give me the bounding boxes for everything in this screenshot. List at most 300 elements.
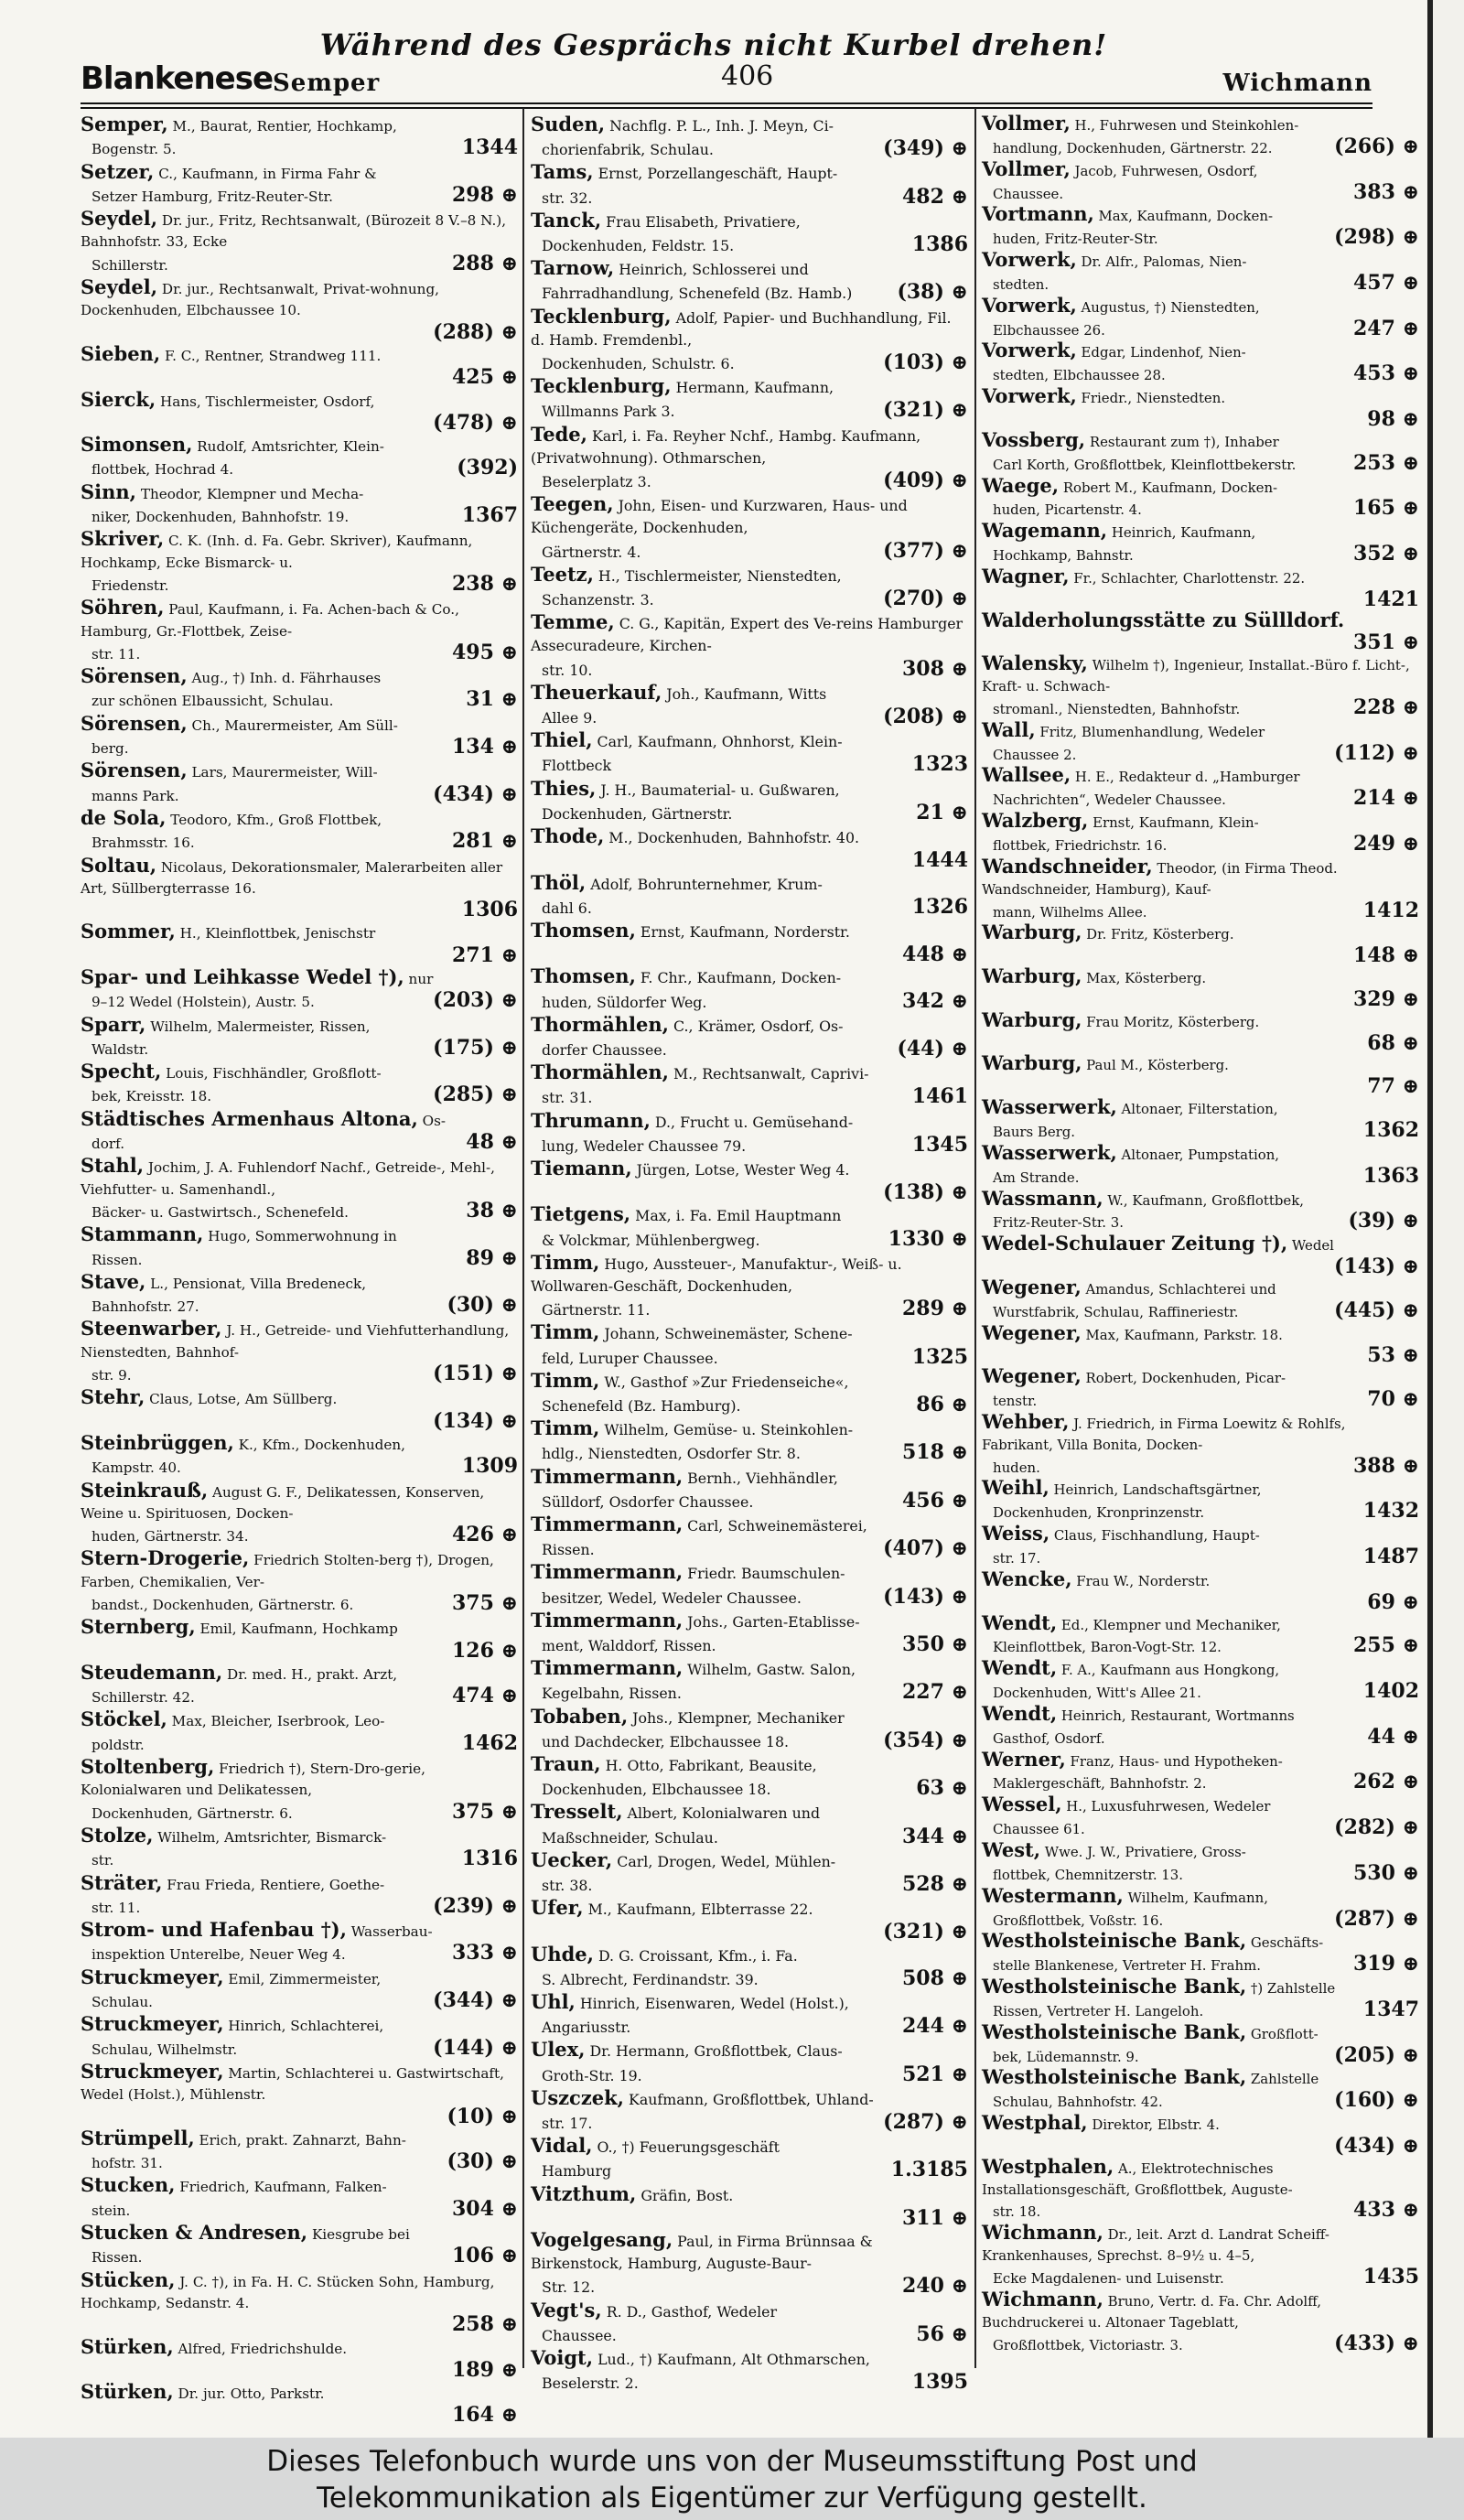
directory-entry [531,1513,968,1561]
entry-name-line: Stehr, Claus, Lotse, Am Süllberg. [81,1385,338,1409]
entry-detail-row [531,1967,968,1991]
entry-name: Tede, [531,422,587,446]
entry-detail-row [531,469,968,493]
entry-detail-row [81,1084,518,1107]
phone-number: (143) ⊕ [1334,1255,1419,1279]
phone-number: 38 ⊕ [466,1198,518,1222]
phone-number: 333 ⊕ [451,1941,518,1965]
entry-address: hofstr. 31. [92,2155,163,2172]
phone-number: 448 ⊕ [901,942,968,967]
entry-detail-row [81,319,518,344]
directory-entry [982,1478,1419,1524]
header-rule-double [81,107,1372,109]
entry-name-line: Steinkrauß, August G. F., Delikatessen, Konserven, Weine u. Spirituosen, Docken- [81,1478,485,1522]
phone-number: 255 ⊕ [1352,1633,1419,1658]
entry-name-line: Wehber, J. Friedrich, in Firma Loewitz & Rohlfs, Fabrikant, Villa Bonita, Docken- [982,1409,1346,1453]
phone-number: (10) ⊕ [447,2104,518,2128]
phone-number: 214 ⊕ [1352,786,1419,811]
directory-entry [982,1610,1419,1659]
entry-detail-row [531,2063,968,2087]
entry-address: str. [92,1852,114,1869]
entry-address: Schulau. [92,1994,153,2011]
entry-name-line: Tanck, Frau Elisabeth, Privatiere, [531,208,801,232]
phone-number: 521 ⊕ [901,2062,968,2086]
entry-detail-row [531,1134,968,1158]
phone-number: 482 ⊕ [901,184,968,209]
entry-name-line: Wichmann, Bruno, Vertr. d. Fa. Chr. Adolff, Buchdruckerei u. Altonaer Tageblatt, [982,2287,1321,2331]
entry-address: str. 38. [542,1877,593,1895]
phone-number: 1461 [911,1084,968,1109]
entry-name-line: Tecklenburg, Adolf, Papier- und Buchhandlung, Fil. d. Hamb. Fremdenbl., [531,304,952,349]
entry-address: Dockenhuden, Gärtnerstr. 6. [92,1804,293,1822]
entry-detail-row [531,753,968,777]
entry-name-line: West, Wwe. J. W., Privatiere, Gross- [982,1837,1246,1861]
entry-name: Vorwerk, [982,293,1077,317]
entry-name: Weihl, [982,1476,1050,1500]
directory-entry [81,1825,518,1872]
entry-detail-row [982,1345,1419,1366]
entry-detail-row [982,227,1419,250]
directory-entry [531,778,968,825]
entry-address: stromanl., Nienstedten, Bahnhofstr. [993,700,1241,717]
entry-name-line: Vossberg, Restaurant zum †), Inhaber [982,427,1279,451]
entry-address: lung, Wedeler Chaussee 79. [542,1136,747,1155]
entry-detail-row [81,990,518,1013]
entry-name-line: Wegener, Max, Kaufmann, Parkstr. 18. [982,1320,1283,1344]
entry-name: Timmermann, [531,1608,684,1632]
entry-address: Chaussee. [993,185,1064,202]
entry-name: Tanck, [531,208,602,232]
entry-name: Timmermann, [531,1656,684,1680]
entry-name-line: Thomsen, Ernst, Kaufmann, Norderstr. [531,918,850,942]
entry-name: Wandschneider, [982,854,1153,878]
entry-name: Stucken, [81,2173,176,2197]
entry-detail-row [982,136,1419,159]
directory-entry [982,2223,1419,2289]
directory-entry [982,1186,1419,1234]
entry-name-line: Voigt, Lud., †) Kaufmann, Alt Othmarschen, [531,2346,870,2370]
entry-detail-row [531,1298,968,1321]
entry-detail-row [531,990,968,1014]
entry-name: Stürken, [81,2380,174,2404]
directory-entry [531,965,968,1013]
entry-address: Kegelbahn, Rissen. [542,1685,682,1703]
entry-name: Teegen, [531,492,614,516]
entry-detail-row [531,849,968,871]
phone-number: 457 ⊕ [1352,270,1419,295]
phone-number: 304 ⊕ [451,2196,518,2221]
directory-entry [531,1657,968,1705]
phone-number: 375 ⊕ [451,1591,518,1615]
column-1 [81,113,518,2427]
entry-address: manns Park. [92,787,179,804]
entry-address: Flottbeck [542,757,612,775]
entry-detail-row [982,2200,1419,2223]
entry-address: und Dachdecker, Elbchaussee 18. [542,1732,790,1750]
entry-name-line: Simonsen, Rudolf, Amtsrichter, Klein- [81,433,384,457]
entry-name: Städtisches Armenhaus Altona, [81,1106,418,1130]
phone-number: (30) ⊕ [447,1293,518,1318]
entry-name: Seydel, [81,207,158,231]
directory-entry [81,389,518,435]
entry-name: Uhde, [531,1942,594,1965]
directory-entry [982,1569,1419,1613]
phone-number: 319 ⊕ [1352,1952,1419,1976]
entry-name-line: Timm, Wilhelm, Gemüse- u. Steinkohlen- [531,1416,854,1440]
entry-address: Maßschneider, Schulau. [542,1828,718,1847]
phone-number: 262 ⊕ [1352,1770,1419,1794]
entry-detail-row [531,705,968,729]
phone-number: 21 ⊕ [916,800,968,824]
entry-detail-row [982,1163,1419,1189]
provenance-note [0,2438,1464,2516]
directory-entry [982,610,1419,654]
directory-entry [81,208,518,276]
entry-name: Wendt, [982,1656,1058,1680]
phone-number: 86 ⊕ [916,1392,968,1416]
provenance-line-1: Dieses Telefonbuch wurde uns von der Museumsstiftung Post und [266,2445,1198,2478]
phone-number: (205) ⊕ [1334,2042,1419,2067]
entry-name-line: Warburg, Dr. Fritz, Kösterberg. [982,921,1234,944]
entry-detail-row [81,458,518,480]
entry-name-line: Walensky, Wilhelm †), Ingenieur, Installat.-Büro f. Licht-, Kraft- u. Schwach- [982,652,1410,695]
entry-address: Am Strande. [993,1168,1080,1186]
entry-detail-row [81,2357,518,2382]
entry-name: Tiemann, [531,1156,632,1179]
phone-number: 53 ⊕ [1367,1343,1419,1368]
entry-name-line: Wagner, Fr., Schlachter, Charlottenstr. 22. [982,564,1306,587]
provenance-band [0,2438,1464,2520]
entry-detail-row [982,834,1419,856]
entry-name-line: Wegener, Robert, Dockenhuden, Picar- [982,1364,1286,1388]
entry-name-line: Vogelgesang, Paul, in Firma Brünnsaa & Birkenstock, Hamburg, Auguste-Baur- [531,2228,873,2273]
entry-address: stelle Blankenese, Vertreter H. Frahm. [993,1957,1261,1975]
phone-number: 227 ⊕ [901,1680,968,1705]
entry-address: Bäcker- u. Gastwirtsch., Schenefeld. [92,1203,349,1221]
directory-entry [81,1223,518,1271]
entry-name: Stücken, [81,2267,176,2291]
entry-name-line: Spar- und Leihkasse Wedel †), nur [81,964,434,988]
entry-address: Gärtnerstr. 4. [542,543,641,561]
directory-entry [982,2113,1419,2157]
directory-entry [81,759,518,807]
phone-number: 89 ⊕ [466,1245,518,1270]
directory-entry [81,713,518,760]
entry-name: Vorwerk, [982,384,1077,408]
entry-address: str. 11. [92,645,141,662]
directory-entry [531,1849,968,1897]
entry-name: Wasserwerk, [982,1095,1117,1119]
entry-name-line: Vegt's, R. D., Gasthof, Wedeler [531,2298,778,2321]
entry-name: Vollmer, [982,112,1071,135]
phone-number: 1316 [461,1847,518,1871]
entry-detail-row [982,1030,1419,1055]
entry-address: Baurs Berg. [993,1123,1076,1140]
entry-name: Warburg, [982,964,1082,988]
entry-address: str. 17. [542,2115,593,2133]
entry-name-line: Sierck, Hans, Tischlermeister, Osdorf, [81,387,375,411]
entry-name: Ufer, [531,1896,584,1920]
entry-detail-row [982,544,1419,566]
entry-name: Westholsteinische Bank, [982,2019,1247,2043]
entry-name-line: Vortmann, Max, Kaufmann, Docken- [982,202,1273,226]
entry-detail-row [81,2314,518,2335]
directory-entry [531,2135,968,2182]
phone-number: 495 ⊕ [451,640,518,664]
directory-entry [81,1708,518,1756]
phone-number: 1444 [911,848,968,873]
entry-name-line: Vollmer, H., Fuhrwesen und Steinkohlen- [982,112,1299,135]
directory-entry [531,729,968,777]
phone-number: 68 ⊕ [1367,1030,1419,1055]
entry-detail-row [982,1117,1419,1143]
directory-entry [982,1747,1419,1795]
directory-entry [982,1140,1419,1189]
phone-number: 48 ⊕ [466,1130,518,1155]
entry-address: Chaussee. [542,2326,617,2344]
page-number: 406 [721,60,774,92]
phone-number: 311 ⊕ [901,2205,968,2230]
header-rule [81,102,1372,104]
entry-name: Stucken & Andresen, [81,2221,308,2245]
entry-address: & Volckmar, Mühlenbergweg. [542,1231,760,1249]
entry-name: Vegt's, [531,2298,602,2321]
entry-name: Westholsteinische Bank, [982,1975,1247,1998]
entry-name: Walderholungsstätte zu Süllldorf. [982,608,1345,631]
entry-detail-row [531,399,968,423]
entry-name: Steenwarber, [81,1317,222,1341]
entry-name: Sparr, [81,1012,146,1036]
entry-address: huden, Gärtnerstr. 34. [92,1528,249,1545]
phone-number: 1330 ⊕ [888,1226,968,1251]
entry-name-line: Timm, W., Gasthof »Zur Friedenseiche«, [531,1368,849,1392]
entry-address: str. 17. [993,1550,1041,1567]
entry-name: Timm, [531,1320,600,1344]
phone-number: (344) ⊕ [433,1988,518,2013]
entry-name-line: Temme, C. G., Kapitän, Expert des Ve-reins Hamburger Assecuradeure, Kirchen- [531,610,963,655]
entry-address: flottbek, Chemnitzerstr. 13. [993,1866,1183,1883]
entry-address: Kleinflottbek, Baron-Vogt-Str. 12. [993,1639,1222,1656]
phone-number: (377) ⊕ [883,538,968,563]
entry-detail-row [81,1035,518,1061]
entry-detail-row [531,2159,968,2182]
phone-number: (270) ⊕ [883,587,968,611]
phone-number: (321) ⊕ [883,398,968,423]
entry-detail-row [531,137,968,161]
entry-detail-row [531,540,968,564]
entry-detail-row [982,900,1419,923]
phone-number: 281 ⊕ [451,829,518,854]
entry-address: bandst., Dockenhuden, Gärtnerstr. 6. [92,1597,354,1613]
entry-name-line: Westholsteinische Bank, Zahlstelle [982,2065,1319,2089]
entry-detail-row [982,318,1419,341]
phone-number: (434) ⊕ [1334,2133,1419,2158]
entry-detail-row [81,1593,518,1616]
entry-detail-row [531,2275,968,2299]
directory-entry [982,1976,1419,2022]
entry-name-line: Theuerkauf, Joh., Kaufmann, Witts [531,680,827,704]
entry-detail-row [982,1076,1419,1097]
entry-name-line: Uszczek, Kaufmann, Großflottbek, Uhland- [531,2085,874,2109]
entry-name-line: Westphal, Direktor, Elbstr. 4. [982,2111,1220,2135]
entry-detail-row [531,351,968,375]
directory-entry [81,1432,518,1480]
directory-entry [531,1252,968,1322]
entry-detail-row [982,1453,1419,1479]
phone-number: 44 ⊕ [1367,1724,1419,1749]
phone-number: 1.3185 [890,2158,968,2182]
entry-detail-row [81,1893,518,1919]
directory-entry [81,343,518,389]
phone-number: 240 ⊕ [901,2274,968,2299]
entry-name: Wegener, [982,1320,1082,1344]
directory-entry [81,1919,518,1966]
directory-entry [982,1883,1419,1932]
entry-name: Stern-Drogerie, [81,1546,250,1570]
phone-number: 426 ⊕ [451,1523,518,1547]
entry-detail-row [531,587,968,611]
entry-detail-row [982,1906,1419,1932]
entry-name: Warburg, [982,921,1082,944]
directory-entry [982,1837,1419,1886]
entry-name-line: Timmermann, Friedr. Baumschulen- [531,1560,845,1584]
directory-entry [531,161,968,209]
directory-entry [982,566,1419,610]
directory-entry [81,1061,518,1108]
entry-name: Timm, [531,1416,600,1440]
entry-detail-row [982,697,1419,720]
entry-name-line: Tede, Karl, i. Fa. Reyher Nchf., Hambg. Kaufmann, (Privatwohnung). Othmarschen, [531,422,921,467]
directory-entry [982,1409,1419,1479]
entry-name: Steudemann, [81,1660,223,1684]
entry-detail-row [531,1038,968,1061]
entry-name-line: Söhren, Paul, Kaufmann, i. Fa. Achen-bach & Co., Hamburg, Gr.-Flottbek, Zeise- [81,596,459,640]
entry-name: Tobaben, [531,1704,629,1728]
entry-address: huden, Süldorfer Weg. [542,993,707,1011]
directory-entry [531,2039,968,2086]
entry-detail-row [81,1245,518,1271]
entry-detail-row [81,1408,518,1433]
phone-number: 189 ⊕ [451,2357,518,2382]
directory-entry [81,1547,518,1616]
phone-number: 344 ⊕ [901,1824,968,1848]
entry-address: Chaussee 61. [993,1821,1085,1838]
entry-address: str. 10. [542,661,593,679]
directory-entry [531,375,968,423]
directory-entry [982,2289,1419,2356]
entry-name: Vollmer, [982,156,1071,180]
entry-detail-row [81,1685,518,1708]
directory-entry [81,2127,518,2175]
entry-detail-row [81,367,518,388]
entry-detail-row [81,689,518,712]
entry-detail-row [982,1256,1419,1277]
entry-name-line: Vidal, O., †) Feuerungsgeschäft [531,2134,780,2158]
entry-name-line: Stücken, J. C. †), in Fa. H. C. Stücken Sohn, Hamburg, Hochkamp, Sedanstr. 4. [81,2267,495,2311]
entry-name-line: Wendt, F. A., Kaufmann aus Hongkong, [982,1656,1280,1680]
entry-detail-row [982,1954,1419,1976]
entry-address: str. 32. [542,188,593,207]
entry-name-line: Ufer, M., Kaufmann, Elbterrasse 22. [531,1896,813,1920]
entry-name: Simonsen, [81,433,193,457]
entry-name-line: Vorwerk, Friedr., Nienstedten. [982,384,1226,408]
directory-entry [982,1233,1419,1277]
entry-name: Vortmann, [982,202,1094,226]
entry-name: Tresselt, [531,1800,623,1824]
entry-address: Maklergeschäft, Bahnhofstr. 2. [993,1775,1207,1793]
entry-address: Groth-Str. 19. [542,2066,642,2084]
entry-detail-row [531,2111,968,2135]
entry-address: stein. [92,2202,131,2219]
entry-name: Westholsteinische Bank, [982,1929,1247,1953]
phone-number: (160) ⊕ [1334,2088,1419,2113]
entry-name: Sierck, [81,387,156,411]
directory-entry [982,1007,1419,1055]
entry-address: tenstr. [993,1393,1038,1410]
phone-number: 247 ⊕ [1352,316,1419,340]
entry-name: Timm, [531,1368,600,1392]
entry-address: S. Albrecht, Ferdinandstr. 39. [542,1970,759,1988]
directory-entry [531,1321,968,1369]
entry-detail-row [81,1990,518,2013]
directory-entry [531,257,968,305]
directory-entry [531,1417,968,1465]
entry-address: Sülldorf, Osdorfer Chaussee. [542,1492,754,1511]
phone-number: (144) ⊕ [433,2035,518,2060]
directory-entry [531,825,968,871]
entry-address: dahl 6. [542,899,592,917]
directory-entry [982,386,1419,430]
entry-name-line: Timm, Hugo, Aussteuer-, Manufaktur-, Weiß- u. Wollwaren-Geschäft, Dockenhuden, [531,1250,902,1295]
entry-name-line: Uecker, Carl, Drogen, Wedel, Mühlen- [531,1847,836,1871]
phone-number: (354) ⊕ [883,1728,968,1752]
entry-name-line: Steenwarber, J. H., Getreide- und Viehfutterhandlung, Nienstedten, Bahnhof- [81,1317,510,1361]
phone-number: (134) ⊕ [433,1408,518,1433]
entry-detail-row [81,1943,518,1965]
phone-number: (433) ⊕ [1334,2331,1419,2355]
entry-address: Dockenhuden, Schulstr. 6. [542,355,735,373]
directory-entry [982,856,1419,923]
entry-name-line: Soltau, Nicolaus, Dekorationsmaler, Malerarbeiten aller Art, Süllbergterrasse 16. [81,853,503,897]
directory-entry [531,1991,968,2039]
entry-detail-row [982,788,1419,811]
phone-number: (266) ⊕ [1334,134,1419,158]
entry-name: Wichmann, [982,2287,1103,2310]
column-divider [522,108,524,2368]
entry-detail-row [531,1825,968,1849]
entry-address: Schenefeld (Bz. Hamburg). [542,1396,741,1415]
entry-detail-row [982,1389,1419,1412]
entry-detail-row [531,2323,968,2347]
directory-entry [982,521,1419,566]
entry-name: Thies, [531,776,597,800]
entry-name-line: Seydel, Dr. jur., Fritz, Rechtsanwalt, (Bürozeit 8 V.–8 N.), Bahnhofstr. 33, Ecke [81,207,507,251]
entry-name-line: Steinbrüggen, K., Kfm., Dockenhuden, [81,1430,405,1454]
entry-detail-row [982,1546,1419,1569]
entry-name-line: Weihl, Heinrich, Landschaftsgärtner, [982,1476,1262,1500]
directory-entry [982,250,1419,296]
entry-name: Stammann, [81,1222,204,1246]
entry-detail-row [81,182,518,208]
entry-name-line: Sörensen, Aug., †) Inh. d. Fährhauses [81,664,382,688]
entry-address: ment, Walddorf, Rissen. [542,1637,716,1654]
directory-entry [81,1616,518,1662]
entry-name-line: Sinn, Theodor, Klempner und Mecha- [81,479,364,503]
entry-name: Vogelgesang, [531,2228,673,2252]
entry-name-line: Wasserwerk, Altonaer, Filterstation, [982,1095,1278,1119]
phone-number: (321) ⊕ [883,1920,968,1944]
entry-address: besitzer, Wedel, Wedeler Chaussee. [542,1588,802,1607]
